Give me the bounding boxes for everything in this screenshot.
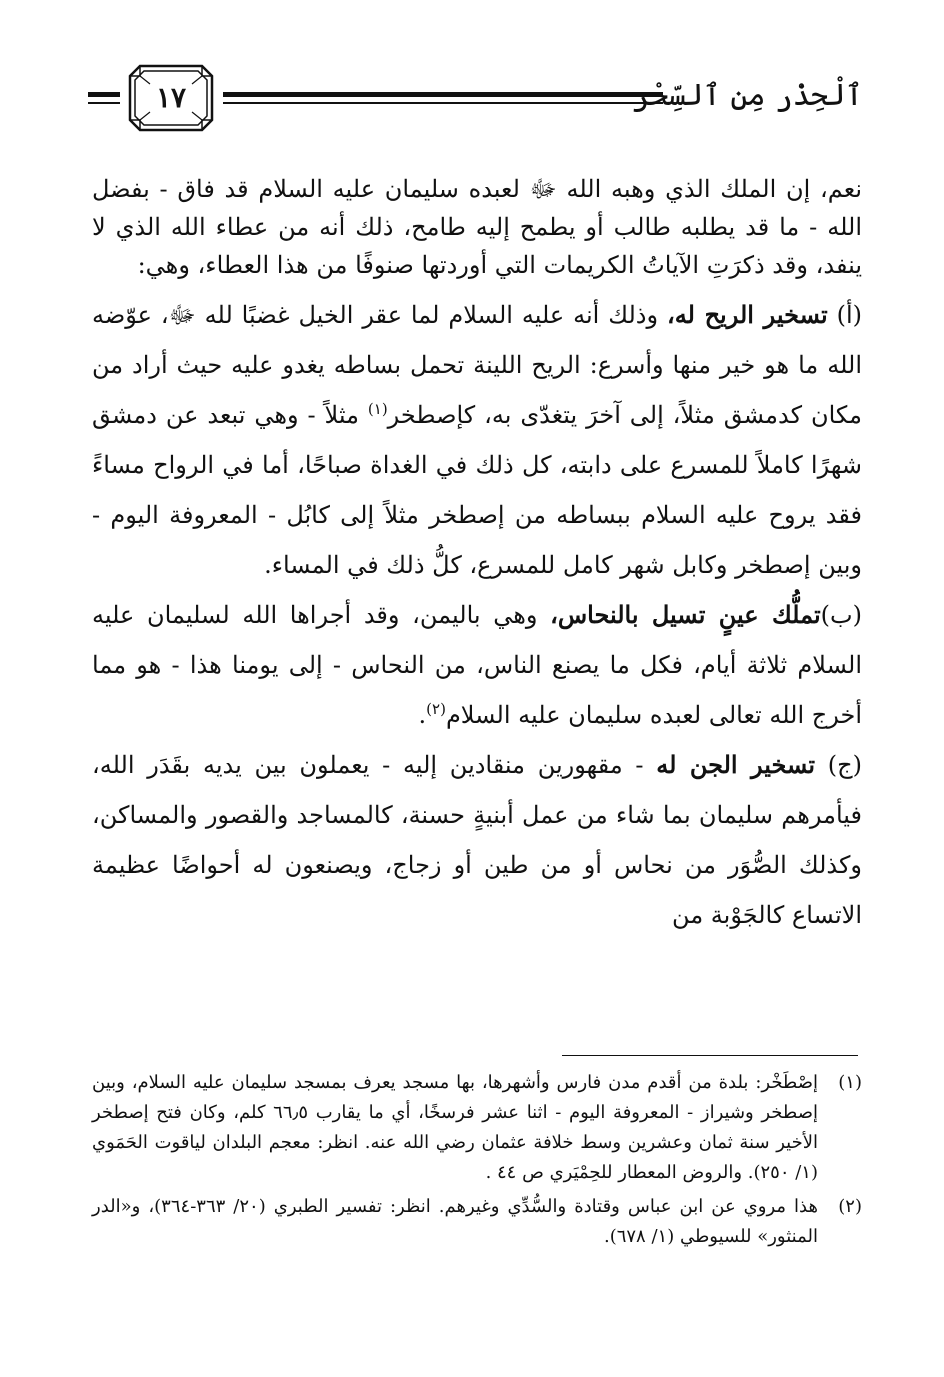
- footnotes: [92, 1068, 862, 1256]
- item-text: وهي باليمن، وقد أجراها الله لسليمان عليه السلام ثلاثة أيام، فكل ما يصنع الناس، من النحاس - إلى يومنا هذا - هو مما أخرج الله تعالى لعبده سليمان عليه السلام: [92, 601, 862, 729]
- item-title: تسخير الجن له: [656, 750, 816, 779]
- item-label: (أ): [827, 301, 862, 329]
- footnote-reference[interactable]: (١): [367, 400, 388, 418]
- footnote: [92, 1068, 862, 1188]
- item-text-continued: مثلاً - وهي تبعد عن دمشق شهرًا كاملاً للمسرع على دابته، كل ذلك في الغداة صباحًا، أما في الرواح مساءً فقد يروح عليه السلام ببساطه من إصطخر مثلاً إلى كابُل - المعروفة اليوم - وبين إصطخر وكابل شهر كامل للمسرع، كلُّ ذلك في المساء.: [92, 401, 862, 579]
- list-item: [92, 290, 862, 590]
- footnote-number: (٢): [838, 1196, 862, 1217]
- main-text: [92, 170, 862, 940]
- page-header: [88, 62, 863, 134]
- item-text: وذلك أنه عليه السلام لما عقر الخيل غضبًا لله ﷻ، عوّضه الله ما هو خير منها وأسرع: الريح اللينة تحمل بساطه يغدو عليه حيث أراد من مكان كدمشق مثلاً، إلى آخرَ يتغدّى به، كإصطخر: [92, 301, 862, 429]
- item-label: (ب): [820, 601, 862, 629]
- footnote-text: هذا مروي عن ابن عباس وقتادة والسُّدِّي وغيرهم. انظر: تفسير الطبري (٢٠/ ٣٦٣-٣٦٤)، و«الدر المنثور» للسيوطي (١/ ٦٧٨).: [92, 1196, 818, 1247]
- footnote-text: إصْطَخْر: بلدة من أقدم مدن فارس وأشهرها، بها مسجد يعرف بمسجد سليمان عليه السلام، وبين إصطخر وشيراز - المعروفة اليوم - اثنا عشر فرسخًا، أي ما يقارب ٦٦٫٥ كلم، وكان فتح إصطخر الأخير سنة ثمان وعشرين وسط خلافة عثمان رضي الله عنه. انظر: معجم البلدان لياقوت الحَمَوي (١/ ٢٥٠). والروض المعطار للحِمْيَري ص ٤٤ .: [92, 1072, 818, 1183]
- item-title: تسخير الريح له،: [667, 300, 828, 329]
- item-title: تملُّك عينٍ تسيل بالنحاس،: [550, 600, 821, 629]
- page-number-frame: [126, 62, 216, 134]
- header-rule: [223, 92, 663, 104]
- footnote-number: (١): [838, 1072, 862, 1093]
- header-rule-short: [88, 92, 120, 104]
- page-number: ١٧: [155, 81, 187, 114]
- list-item: [92, 740, 862, 940]
- footnote-divider: [562, 1055, 858, 1056]
- item-label: (ج): [815, 751, 862, 779]
- item-text: - مقهورين منقادين إليه - يعملون بين يديه بقَدَر الله، فيأمرهم سليمان بما شاء من عمل أبنيةٍ حسنة، كالمساجد والقصور والمساكن، وكذلك الصُّوَر من نحاس أو من طين أو زجاج، ويصنعون له أحواضًا عظيمة الاتساع كالجَوْبة من: [92, 751, 862, 929]
- footnote: [92, 1192, 862, 1252]
- footnote-reference[interactable]: (٢): [426, 700, 446, 718]
- item-text-continued: .: [418, 701, 427, 729]
- running-book-title: ٱلْحِذْر مِن ٱلسِّحْر: [632, 78, 863, 113]
- intro-paragraph: نعم، إن الملك الذي وهبه الله ﷻ لعبده سليمان عليه السلام قد فاق - بفضل الله - ما قد يطلبه طالب أو يطمح إليه طامح، ذلك أنه من عطاء الله الذي لا ينفد، وقد ذكرَتِ الآياتُ الكريمات التي أوردتها صنوفًا من هذا العطاء، وهي:: [92, 175, 862, 279]
- list-item: [92, 590, 862, 740]
